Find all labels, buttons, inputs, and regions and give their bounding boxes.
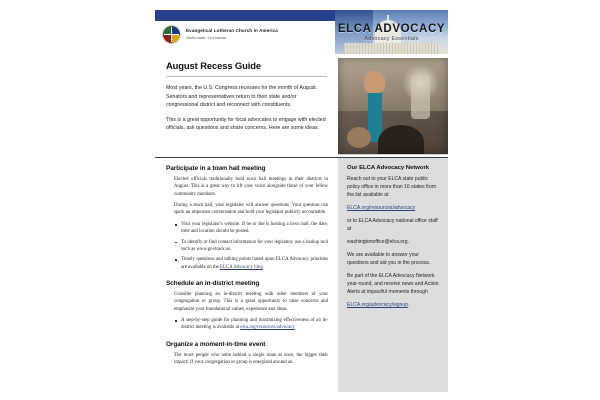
elca-advocacy-blog-link[interactable]: ELCA Advocacy blog [220, 264, 263, 270]
sidebar-heading: Our ELCA Advocacy Network [347, 165, 430, 171]
section-heading-in-district: Schedule an in-district meeting [166, 279, 260, 287]
masthead [155, 21, 335, 54]
banner-subtitle: Advocacy Essentials [364, 35, 419, 42]
banner-title: ELCA ADVOCACY [337, 22, 446, 35]
content-columns [155, 158, 448, 392]
logo-text [186, 29, 278, 39]
bullet-list [166, 221, 328, 271]
list-item [181, 317, 328, 332]
sidebar-column [338, 158, 448, 392]
intro-paragraph: This is a great opportunity for local advocates to engage with elected officials, ask questions and share concerns. Here are some ideas. [166, 116, 326, 131]
document-page [155, 10, 448, 392]
advocacy-resources-link[interactable]: elca.org/resources/advocacy [240, 325, 295, 331]
intro-paragraph: Most years, the U.S. Congress recesses for the month of August. Senators and representatives return to their state and/or congressional district and reconnect with constituents. [166, 85, 318, 108]
section-heading-town-hall: Participate in a town hall meeting [166, 165, 266, 172]
section-paragraph: The more people who unite behind a single issue at once, the bigger their impact! If your congregation or group is energized around an [174, 352, 328, 366]
page-title: August Recess Guide [166, 60, 261, 71]
bullet-list [166, 317, 328, 332]
org-tagline: God's work. Our hands. [186, 34, 227, 40]
section-paragraph: Elected officials traditionally hold town hall meetings in their districts in August. This is a great way to lift your voice alongside those of your fellow community members. [174, 177, 328, 197]
section-heading-moment-in-time: Organize a moment-in-time event [166, 340, 266, 348]
sidebar-link-row: ELCA.org/advocacy/signup. [347, 301, 410, 308]
town-hall-photo [338, 58, 448, 155]
logo-row [155, 21, 335, 44]
sidebar-paragraph: Reach out to your ELCA state public policy office in more than 16 states from the list available at [347, 176, 437, 198]
list-item-text: Timely questions and talking points based upon ELCA Advocacy priorities are available on the [181, 257, 328, 270]
capitol-banner-image [335, 10, 448, 54]
sidebar-paragraph: We are available to answer your questions and aid you in the process. [347, 251, 431, 266]
document-header [155, 10, 448, 54]
elca-state-offices-link[interactable]: ELCA.org/resources/advocacy [347, 204, 416, 211]
sidebar-paragraph: or to ELCA Advocacy national office staff at [347, 217, 438, 232]
list-item [181, 221, 328, 236]
section-paragraph: During a town hall, your legislator will answer questions. Your question can spark an important conversation and hold your legislator publicly accountable. [174, 203, 328, 216]
list-item-text: A step-by-step guide for planning and maximizing effectiveness of an in-district meeting is available at [181, 318, 328, 331]
list-item [181, 239, 328, 254]
title-divider [166, 76, 327, 77]
sidebar-email: washingtonoffice@elca.org. [347, 238, 409, 245]
main-column [155, 158, 338, 392]
advocacy-signup-link[interactable]: ELCA.org/advocacy/signup [347, 301, 408, 308]
list-item: Timely questions and talking points based upon ELCA Advocacy priorities are available on the ELCA Advocacy blog. [181, 257, 328, 270]
list-item-text: Visit your legislator's website. If he or she is hosting a town hall, the date, time and location should be posted. [181, 221, 328, 235]
elca-logo-icon [162, 25, 181, 44]
sidebar-paragraph: Be part of the ELCA Advocacy Network year-round, and receive news and Action Alerts at impactful moments through [347, 272, 439, 295]
list-item-text: To identify or find contact information for your legislator, use a lookup tool such as www.govtrack.us. [181, 239, 328, 252]
intro-block [155, 54, 338, 155]
org-name: Evangelical Lutheran Church in America [186, 28, 278, 34]
header-blue-bar [155, 10, 335, 21]
section-paragraph: Consider planning an in-district meeting with other members of your congregation or group. This is a great opportunity to raise concerns and emphasize your foundational values, experience and ideas. [174, 291, 328, 312]
sidebar-link-row [347, 205, 439, 213]
